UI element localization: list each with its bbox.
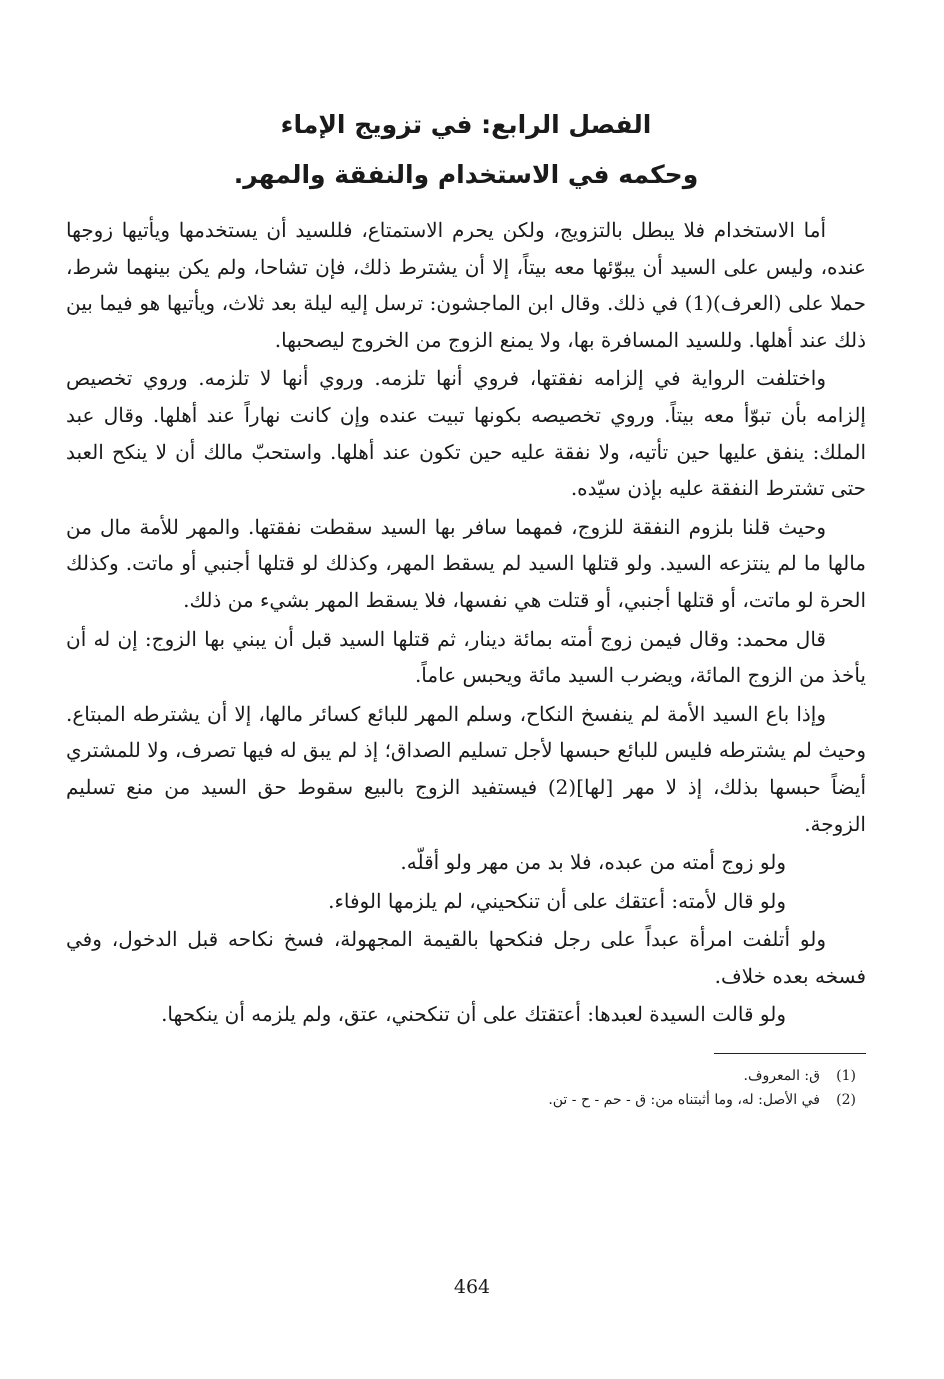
- footnote-number: (2): [836, 1092, 856, 1109]
- footnote-text: ق: المعروف.: [743, 1068, 820, 1085]
- paragraph-7: ولو قال لأمته: أعتقك على أن تنكحيني، لم يلزمها الوفاء.: [328, 888, 786, 913]
- footnote-number: (1): [836, 1068, 856, 1085]
- paragraph-5: وإذا باع السيد الأمة لم ينفسخ النكاح، وسلم المهر للبائع كسائر مالها، إلا أن يشترطه المبتاع. وحيث لم يشترطه فليس للبائع حبسها لأجل تسليم الصداق؛ إذ لم يبق له فيها تصرف، ولا للمشتري أيضاً حبسها بذلك، إذ لا مهر [لها](2) فيستفيد الزوج بالبيع سقوط حق السيد من منع تسليم الزوجة.: [66, 701, 866, 836]
- footnote-1: [66, 1064, 866, 1088]
- footnote-divider: [714, 1053, 866, 1054]
- paragraph-2: واختلفت الرواية في إلزامه نفقتها، فروي أنها تلزمه. وروي أنها لا تلزمه. وروي تخصيص إلزامه بأن تبوّأ معه بيتاً. وروي تخصيصه بكونها تبيت عنده وإن كانت نهاراً عند أهلها. وقال عبد الملك: ينفق عليها حين تأتيه، ولا نفقة عليه حين تكون عند أهلها. واستحبّ مالك أن لا ينكح العبد حتى تشترط النفقة عليه بإذن سيّده.: [66, 366, 866, 501]
- page-body: [66, 100, 866, 1112]
- chapter-title: الفصل الرابع: في تزويج الإماء: [280, 110, 652, 139]
- page-number: 464: [453, 1276, 491, 1298]
- chapter-subtitle: وحكمه في الاستخدام والنفقة والمهر.: [233, 160, 699, 189]
- paragraph-4: قال محمد: وقال فيمن زوج أمته بمائة دينار، ثم قتلها السيد قبل أن يبني بها الزوج: إن له أن يأخذ من الزوج المائة، ويضرب السيد مائة ويحبس عاماً.: [66, 626, 866, 688]
- paragraph-9: ولو قالت السيدة لعبدها: أعتقتك على أن تنكحني، عتق، ولم يلزمه أن ينكحها.: [161, 1002, 786, 1027]
- footnote-text: في الأصل: له، وما أثبتناه من: ق - حم - ح - تن.: [548, 1092, 820, 1109]
- footnote-2: [66, 1088, 866, 1112]
- paragraph-6: ولو زوج أمته من عبده، فلا بد من مهر ولو أقلّه.: [400, 850, 786, 875]
- paragraph-3: وحيث قلنا بلزوم النفقة للزوج، فمهما سافر بها السيد سقطت نفقتها. والمهر للأمة مال من مالها ما لم ينتزعه السيد. ولو قتلها السيد لم يسقط المهر، وكذلك لو قتلها أجنبي أو ماتت. وكذلك الحرة لو ماتت، أو قتلها أجنبي، أو قتلت هي نفسها، فلا يسقط المهر بشيء من ذلك.: [66, 514, 866, 612]
- paragraph-1: أما الاستخدام فلا يبطل بالتزويج، ولكن يحرم الاستمتاع، فللسيد أن يستخدمها ويأتيها زوجها عنده، وليس على السيد أن يبوّئها معه بيتاً، إلا أن يشترط ذلك، فإن تشاحا، ولم يكن بينهما شرط، حملا على (العرف)(1) في ذلك. وقال ابن الماجشون: ترسل إليه ليلة بعد ثلاث، ويأتيها هو فيما بين ذلك عند أهلها. وللسيد المسافرة بها، ولا يمنع الزوج من الخروج ليصحبها.: [66, 218, 866, 352]
- paragraph-8: ولو أتلفت امرأة عبداً على رجل فنكحها بالقيمة المجهولة، فسخ نكاحه قبل الدخول، وفي فسخه بعده خلاف.: [66, 927, 866, 988]
